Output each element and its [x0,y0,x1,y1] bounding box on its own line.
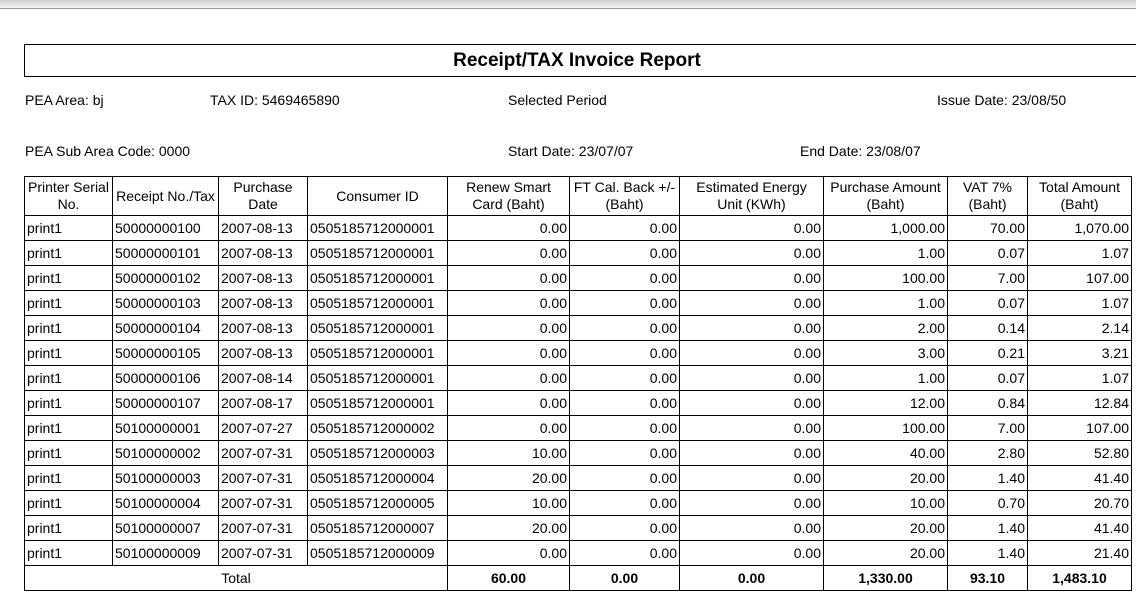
cell-renew-smart-card: 0.00 [448,266,570,291]
total-purchase-amount: 1,330.00 [824,566,948,591]
cell-renew-smart-card: 20.00 [448,516,570,541]
cell-receipt-no: 50000000106 [113,366,219,391]
table-row [25,291,1132,316]
cell-purchase-date: 2007-08-13 [219,341,308,366]
cell-printer-serial: print1 [25,466,113,491]
cell-ft-cal-back: 0.00 [570,266,680,291]
cell-renew-smart-card: 0.00 [448,391,570,416]
cell-printer-serial: print1 [25,516,113,541]
cell-estimated-energy: 0.00 [680,341,824,366]
cell-estimated-energy: 0.00 [680,291,824,316]
selected-period: Selected Period [508,92,607,108]
cell-purchase-amount: 100.00 [824,416,948,441]
cell-total-amount: 41.40 [1028,466,1132,491]
cell-ft-cal-back: 0.00 [570,291,680,316]
cell-consumer-id: 0505185712000005 [308,491,448,516]
cell-total-amount: 3.21 [1028,341,1132,366]
cell-estimated-energy: 0.00 [680,391,824,416]
cell-vat: 2.80 [948,441,1028,466]
cell-vat: 0.21 [948,341,1028,366]
cell-purchase-date: 2007-08-14 [219,366,308,391]
report-page [0,9,1136,597]
cell-total-amount: 20.70 [1028,491,1132,516]
cell-estimated-energy: 0.00 [680,266,824,291]
cell-renew-smart-card: 0.00 [448,541,570,566]
table-row [25,466,1132,491]
cell-total-amount: 41.40 [1028,516,1132,541]
cell-estimated-energy: 0.00 [680,366,824,391]
cell-receipt-no: 50000000100 [113,216,219,241]
cell-receipt-no: 50100000003 [113,466,219,491]
pea-area: PEA Area: bj [25,92,104,108]
cell-estimated-energy: 0.00 [680,491,824,516]
cell-consumer-id: 0505185712000001 [308,341,448,366]
table-row [25,541,1132,566]
cell-total-amount: 52.80 [1028,441,1132,466]
col-ft-cal-back: FT Cal. Back +/- (Baht) [570,177,680,216]
cell-estimated-energy: 0.00 [680,541,824,566]
cell-vat: 0.07 [948,366,1028,391]
cell-printer-serial: print1 [25,341,113,366]
cell-renew-smart-card: 0.00 [448,291,570,316]
col-consumer-id: Consumer ID [308,177,448,216]
col-renew-smart-card: Renew Smart Card (Baht) [448,177,570,216]
cell-vat: 0.14 [948,316,1028,341]
total-label: Total [25,566,448,591]
report-title: Receipt/TAX Invoice Report [453,50,701,71]
cell-total-amount: 2.14 [1028,316,1132,341]
viewer-top-bar [0,0,1136,9]
cell-renew-smart-card: 20.00 [448,466,570,491]
cell-vat: 1.40 [948,516,1028,541]
cell-purchase-date: 2007-07-31 [219,516,308,541]
cell-receipt-no: 50100000001 [113,416,219,441]
cell-purchase-amount: 1,000.00 [824,216,948,241]
cell-receipt-no: 50100000009 [113,541,219,566]
cell-receipt-no: 50000000103 [113,291,219,316]
cell-purchase-amount: 1.00 [824,241,948,266]
cell-renew-smart-card: 0.00 [448,241,570,266]
table-row [25,241,1132,266]
cell-vat: 0.07 [948,241,1028,266]
col-receipt-no: Receipt No./Tax [113,177,219,216]
cell-ft-cal-back: 0.00 [570,441,680,466]
cell-receipt-no: 50000000104 [113,316,219,341]
cell-total-amount: 1.07 [1028,291,1132,316]
cell-printer-serial: print1 [25,266,113,291]
cell-purchase-amount: 20.00 [824,466,948,491]
cell-printer-serial: print1 [25,541,113,566]
cell-renew-smart-card: 0.00 [448,341,570,366]
cell-purchase-amount: 3.00 [824,341,948,366]
cell-total-amount: 107.00 [1028,266,1132,291]
cell-purchase-amount: 20.00 [824,541,948,566]
cell-estimated-energy: 0.00 [680,441,824,466]
cell-consumer-id: 0505185712000001 [308,391,448,416]
cell-consumer-id: 0505185712000007 [308,516,448,541]
cell-purchase-date: 2007-08-13 [219,241,308,266]
cell-printer-serial: print1 [25,316,113,341]
table-row [25,441,1132,466]
cell-renew-smart-card: 10.00 [448,441,570,466]
cell-consumer-id: 0505185712000009 [308,541,448,566]
cell-estimated-energy: 0.00 [680,516,824,541]
cell-purchase-amount: 40.00 [824,441,948,466]
table-row [25,266,1132,291]
cell-consumer-id: 0505185712000004 [308,466,448,491]
total-row [25,566,1132,591]
cell-printer-serial: print1 [25,491,113,516]
cell-printer-serial: print1 [25,366,113,391]
table-row [25,391,1132,416]
cell-receipt-no: 50000000107 [113,391,219,416]
cell-estimated-energy: 0.00 [680,466,824,491]
cell-purchase-date: 2007-08-13 [219,216,308,241]
total-estimated-energy: 0.00 [680,566,824,591]
cell-purchase-date: 2007-08-17 [219,391,308,416]
table-row [25,516,1132,541]
cell-purchase-amount: 10.00 [824,491,948,516]
cell-vat: 1.40 [948,466,1028,491]
cell-printer-serial: print1 [25,391,113,416]
cell-total-amount: 1.07 [1028,366,1132,391]
cell-consumer-id: 0505185712000001 [308,241,448,266]
cell-renew-smart-card: 0.00 [448,216,570,241]
col-printer-serial: Printer Serial No. [25,177,113,216]
cell-total-amount: 12.84 [1028,391,1132,416]
cell-consumer-id: 0505185712000001 [308,366,448,391]
cell-ft-cal-back: 0.00 [570,466,680,491]
cell-estimated-energy: 0.00 [680,241,824,266]
cell-printer-serial: print1 [25,216,113,241]
cell-total-amount: 107.00 [1028,416,1132,441]
total-total-amount: 1,483.10 [1028,566,1132,591]
cell-renew-smart-card: 0.00 [448,316,570,341]
cell-ft-cal-back: 0.00 [570,366,680,391]
total-ft-cal-back: 0.00 [570,566,680,591]
cell-purchase-amount: 20.00 [824,516,948,541]
cell-consumer-id: 0505185712000001 [308,291,448,316]
table-row [25,316,1132,341]
cell-vat: 1.40 [948,541,1028,566]
cell-purchase-date: 2007-07-31 [219,541,308,566]
total-renew-smart-card: 60.00 [448,566,570,591]
col-vat: VAT 7% (Baht) [948,177,1028,216]
cell-purchase-amount: 12.00 [824,391,948,416]
cell-purchase-amount: 1.00 [824,291,948,316]
cell-purchase-date: 2007-08-13 [219,266,308,291]
cell-renew-smart-card: 0.00 [448,416,570,441]
cell-ft-cal-back: 0.00 [570,241,680,266]
issue-date: Issue Date: 23/08/50 [937,92,1067,108]
cell-receipt-no: 50000000105 [113,341,219,366]
cell-purchase-date: 2007-07-31 [219,491,308,516]
cell-vat: 0.07 [948,291,1028,316]
cell-purchase-date: 2007-08-13 [219,316,308,341]
cell-estimated-energy: 0.00 [680,416,824,441]
cell-ft-cal-back: 0.00 [570,216,680,241]
invoice-table [24,176,1132,591]
cell-total-amount: 1.07 [1028,241,1132,266]
cell-total-amount: 1,070.00 [1028,216,1132,241]
col-purchase-amount: Purchase Amount (Baht) [824,177,948,216]
table-row [25,416,1132,441]
cell-vat: 70.00 [948,216,1028,241]
cell-ft-cal-back: 0.00 [570,391,680,416]
cell-consumer-id: 0505185712000001 [308,216,448,241]
col-purchase-date: Purchase Date [219,177,308,216]
tax-id: TAX ID: 5469465890 [210,92,340,108]
cell-printer-serial: print1 [25,241,113,266]
cell-renew-smart-card: 10.00 [448,491,570,516]
cell-estimated-energy: 0.00 [680,216,824,241]
cell-consumer-id: 0505185712000001 [308,316,448,341]
cell-ft-cal-back: 0.00 [570,341,680,366]
cell-receipt-no: 50100000004 [113,491,219,516]
end-date: End Date: 23/08/07 [800,143,921,159]
cell-vat: 7.00 [948,266,1028,291]
total-vat: 93.10 [948,566,1028,591]
cell-ft-cal-back: 0.00 [570,541,680,566]
table-row [25,366,1132,391]
cell-purchase-date: 2007-07-27 [219,416,308,441]
pea-sub-area-code: PEA Sub Area Code: 0000 [25,143,191,159]
col-total-amount: Total Amount (Baht) [1028,177,1132,216]
cell-estimated-energy: 0.00 [680,316,824,341]
cell-receipt-no: 50000000102 [113,266,219,291]
cell-ft-cal-back: 0.00 [570,516,680,541]
start-date: Start Date: 23/07/07 [508,143,634,159]
cell-ft-cal-back: 0.00 [570,416,680,441]
table-header-row [25,177,1132,216]
cell-receipt-no: 50100000007 [113,516,219,541]
cell-purchase-date: 2007-08-13 [219,291,308,316]
cell-receipt-no: 50000000101 [113,241,219,266]
cell-consumer-id: 0505185712000002 [308,416,448,441]
cell-vat: 7.00 [948,416,1028,441]
cell-printer-serial: print1 [25,291,113,316]
cell-ft-cal-back: 0.00 [570,491,680,516]
cell-vat: 0.70 [948,491,1028,516]
cell-purchase-date: 2007-07-31 [219,466,308,491]
cell-printer-serial: print1 [25,416,113,441]
table-row [25,216,1132,241]
cell-ft-cal-back: 0.00 [570,316,680,341]
cell-printer-serial: print1 [25,441,113,466]
table-row [25,491,1132,516]
cell-purchase-amount: 2.00 [824,316,948,341]
cell-purchase-amount: 1.00 [824,366,948,391]
cell-total-amount: 21.40 [1028,541,1132,566]
col-estimated-energy: Estimated Energy Unit (KWh) [680,177,824,216]
cell-consumer-id: 0505185712000001 [308,266,448,291]
title-box [24,44,1136,77]
cell-renew-smart-card: 0.00 [448,366,570,391]
cell-vat: 0.84 [948,391,1028,416]
cell-receipt-no: 50100000002 [113,441,219,466]
cell-purchase-date: 2007-07-31 [219,441,308,466]
cell-consumer-id: 0505185712000003 [308,441,448,466]
table-row [25,341,1132,366]
cell-purchase-amount: 100.00 [824,266,948,291]
